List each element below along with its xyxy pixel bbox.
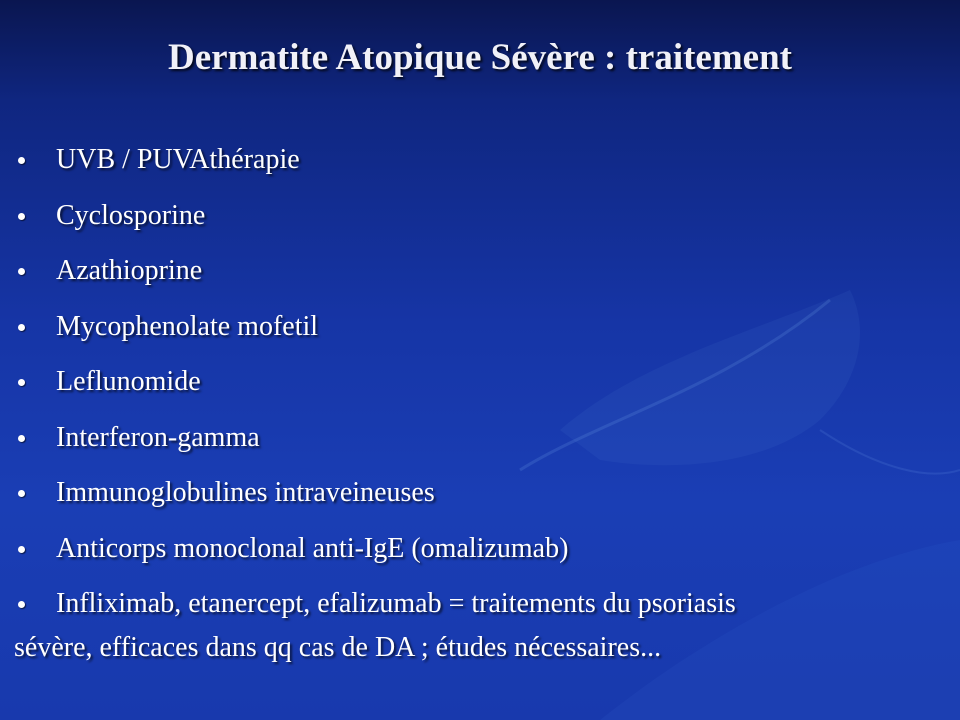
list-item xyxy=(14,360,934,404)
slide-title: Dermatite Atopique Sévère : traitement xyxy=(168,37,792,78)
bullet-dot-icon xyxy=(18,546,25,553)
bullet-dot-icon xyxy=(18,268,25,275)
bullet-text: Anticorps monoclonal anti-IgE (omalizumab) xyxy=(56,532,569,564)
bullet-text: UVB / PUVAthérapie xyxy=(56,144,300,175)
bullet-list xyxy=(14,138,934,682)
bullet-dot-icon xyxy=(18,324,25,331)
list-item xyxy=(14,249,934,293)
bullet-text: Leflunomide xyxy=(56,366,201,397)
bullet-text: Immunoglobulines intraveineuses xyxy=(56,477,435,508)
bullet-dot-icon xyxy=(18,213,25,220)
bullet-text: Mycophenolate mofetil xyxy=(56,310,319,342)
bullet-text: Azathioprine xyxy=(56,255,203,286)
bullet-dot-icon xyxy=(18,379,25,386)
bullet-dot-icon xyxy=(18,157,25,164)
list-item xyxy=(14,194,934,238)
list-item xyxy=(14,471,934,515)
bullet-text-line-1: Infliximab, etanercept, efalizumab = traitements du psoriasis xyxy=(56,588,736,619)
list-item xyxy=(14,305,934,349)
list-item xyxy=(14,582,934,670)
list-item xyxy=(14,416,934,460)
bullet-dot-icon xyxy=(18,490,25,497)
bullet-text: Cyclosporine xyxy=(56,199,206,231)
bullet-dot-icon xyxy=(18,435,25,442)
list-item xyxy=(14,527,934,571)
bullet-dot-icon xyxy=(18,601,25,608)
bullet-text: Interferon-gamma xyxy=(56,421,260,453)
bullet-text-line-2: sévère, efficaces dans qq cas de DA ; études nécessaires... xyxy=(14,632,662,663)
list-item xyxy=(14,138,934,182)
